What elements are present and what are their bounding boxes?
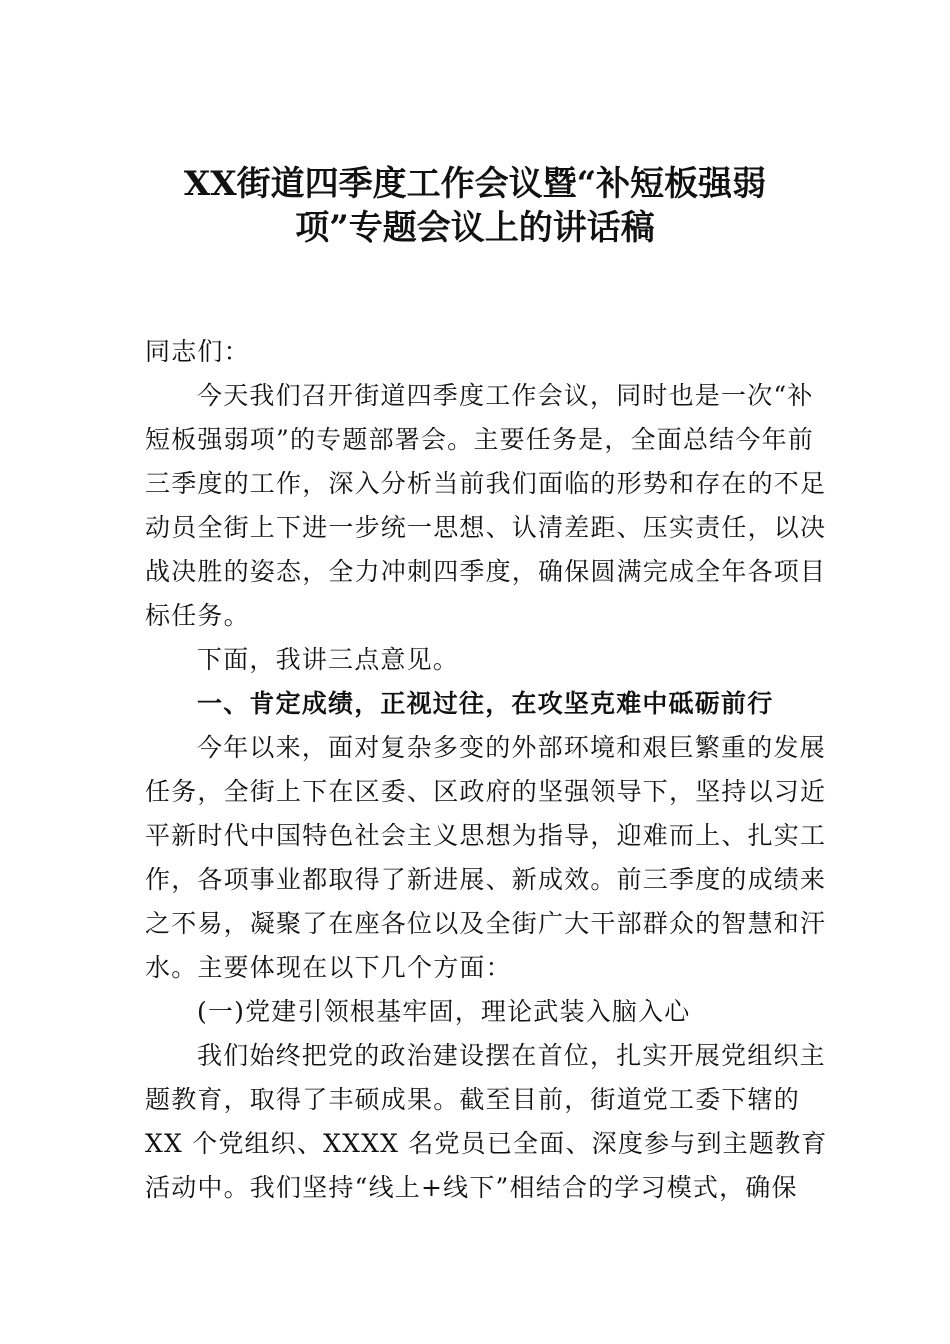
paragraph-line: 题教育，取得了丰硕成果。截至目前，街道党工委下辖的: [145, 1085, 801, 1114]
document-body: [145, 330, 828, 1210]
document-title: [0, 162, 950, 250]
title-line: 项”专题会议上的讲话稿: [295, 208, 655, 248]
paragraph-line: 动员全街上下进一步统一思想、认清差距、压实责任，以决: [145, 513, 827, 542]
paragraph-line: 今天我们召开街道四季度工作会议，同时也是一次“补: [197, 381, 814, 410]
paragraph-line: 短板强弱项”的专题部署会。主要任务是，全面总结今年前: [145, 425, 814, 454]
paragraph-line: 今年以来，面对复杂多变的外部环境和艰巨繁重的发展: [197, 733, 826, 762]
paragraph-line: 之不易，凝聚了在座各位以及全街广大干部群众的智慧和汗: [145, 909, 827, 938]
paragraph-line: 我们始终把党的政治建设摆在首位，扎实开展党组织主: [197, 1041, 826, 1070]
title-line: XX街道四季度工作会议暨“补短板强弱: [183, 164, 767, 204]
greeting: 同志们：: [145, 337, 250, 366]
section-heading: 一、肯定成绩，正视过往，在攻坚克难中砥砺前行: [197, 689, 774, 718]
paragraph-line: 三季度的工作，深入分析当前我们面临的形势和存在的不足: [145, 469, 827, 498]
paragraph-line: 水。主要体现在以下几个方面：: [145, 953, 512, 982]
paragraph-line: 标任务。: [145, 601, 250, 630]
paragraph-line: 战决胜的姿态，全力冲刺四季度，确保圆满完成全年各项目: [145, 557, 827, 586]
paragraph-line: XX 个党组织、XXXX 名党员已全面、深度参与到主题教育: [145, 1129, 828, 1158]
paragraph: 下面，我讲三点意见。: [197, 645, 460, 674]
paragraph-line: 任务，全街上下在区委、区政府的坚强领导下，坚持以习近: [145, 777, 827, 806]
paragraph-line: 活动中。我们坚持“线上+线下”相结合的学习模式，确保: [145, 1173, 798, 1202]
subsection-heading: (一)党建引领根基牢固，理论武装入脑入心: [197, 997, 691, 1026]
paragraph-line: 作，各项事业都取得了新进展、新成效。前三季度的成绩来: [145, 865, 827, 894]
paragraph-line: 平新时代中国特色社会主义思想为指导，迎难而上、扎实工: [145, 821, 827, 850]
